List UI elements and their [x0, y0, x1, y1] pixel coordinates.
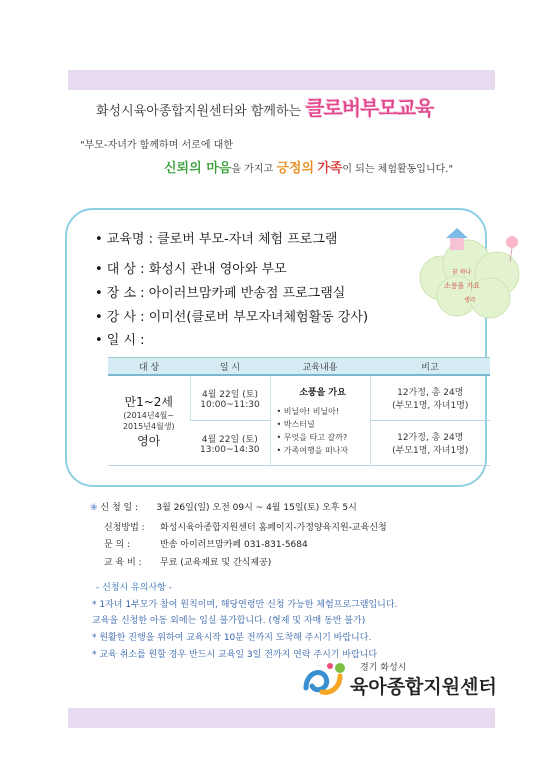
- center-logo: [300, 658, 500, 702]
- session-2-time: 13:00~14:30: [200, 444, 260, 455]
- top-decor-band: [68, 70, 495, 90]
- table-row: [108, 375, 490, 421]
- apply-method-value: 화성시육아종합지원센터 홈페이지-가정양육지원-교육신청: [160, 523, 387, 533]
- header-note: 비고: [370, 358, 490, 376]
- apply-period-value: 3월 26일(일) 오전 09시 ~ 4월 15일(토) 오후 5시: [156, 503, 357, 513]
- session-2-date: 4월 22일 (토): [201, 434, 258, 445]
- target-range-1: (2014년4월~: [123, 410, 175, 420]
- apply-period-label: 신 청 일 :: [100, 503, 139, 513]
- caution-item: 교육을 신청한 아동 외에는 입실 불가합니다. (형제 및 자매 동반 불가): [92, 616, 366, 626]
- content-title: 소풍을 가요: [299, 388, 346, 398]
- header-content: 교육내용: [270, 358, 370, 376]
- program-date-label: • 일 시 :: [95, 333, 145, 348]
- quote-line-1: "부모-자녀가 함께하며 서로에 대한: [80, 140, 233, 151]
- star-icon: ❀: [90, 503, 98, 513]
- apply-fee: [104, 555, 271, 568]
- page-title: [96, 92, 433, 121]
- apply-contact-value: 반송 아이러브맘카페 031-831-5684: [160, 540, 308, 550]
- program-place: • 장 소 : 아이러브맘카페 반송점 프로그램실: [95, 286, 346, 301]
- session-1-datetime: [190, 375, 270, 421]
- content-item: • 비닐아! 비닐아!: [276, 407, 340, 416]
- session-2-capacity: 12가정, 총 24명: [397, 433, 464, 443]
- session-1-date: 4월 22일 (토): [201, 389, 258, 400]
- session-1-time: 10:00~11:30: [200, 399, 260, 410]
- quote-text-1: 을 가지고: [231, 164, 277, 175]
- content-item: • 무엇을 타고 갈까?: [276, 433, 348, 442]
- quote-highlight-positive: 긍정의: [276, 161, 315, 176]
- table-header-row: [108, 358, 490, 376]
- apply-contact: [104, 537, 308, 550]
- header-target: 대 상: [108, 358, 190, 376]
- quote-highlight-family: 가족: [317, 161, 343, 176]
- target-age: 만1~2세: [124, 394, 173, 409]
- content-cell: [270, 375, 370, 466]
- caution-item: * 원활한 진행을 위하여 교육시작 10분 전까지 도착해 주시기 바랍니다.: [92, 633, 372, 643]
- program-name: • 교육명 : 클로버 부모-자녀 체험 프로그램: [95, 232, 338, 247]
- session-1-capacity: 12가정, 총 24명: [397, 388, 464, 398]
- caution-title: - 신청시 유의사항 -: [96, 583, 172, 593]
- cloud-text-2: 소풍을 가요: [444, 282, 481, 290]
- logo-name: 육아종합지원센터: [350, 676, 497, 698]
- target-range-2: 2015년4월생): [122, 421, 175, 431]
- apply-period: [90, 500, 357, 513]
- apply-fee-value: 무료 (교육재료 및 간식제공): [160, 558, 272, 568]
- caution-item: * 1자녀 1부모가 참여 원칙이며, 해당연령만 신청 가능한 체험프로그램입니다.: [92, 600, 398, 610]
- apply-fee-label: 교 육 비 :: [104, 558, 142, 568]
- content-item: • 가족여행을 떠나자: [276, 446, 349, 455]
- bottom-decor-band: [68, 708, 495, 728]
- session-2-datetime: [190, 421, 270, 466]
- schedule-table: [108, 357, 490, 466]
- quote-text-2: 이 되는 체험활동입니다.": [342, 164, 454, 175]
- session-1-note: [370, 375, 490, 421]
- session-1-composition: (부모1명, 자녀1명): [392, 401, 469, 411]
- cloud-text-1: 꿈 하나: [452, 269, 472, 276]
- apply-method-label: 신청방법 :: [104, 523, 145, 533]
- target-group: 영아: [137, 433, 161, 448]
- apply-contact-label: 문 의 :: [104, 540, 131, 550]
- logo-mark-icon: [300, 658, 348, 700]
- balloon-icon: [506, 236, 518, 248]
- session-2-note: [370, 421, 490, 466]
- title-prefix: 화성시육아종합지원센터와 함께하는: [96, 104, 302, 119]
- program-teacher: • 강 사 : 이미선(클로버 부모자녀체험활동 강사): [95, 310, 369, 325]
- caution-item: * 교육 취소를 원할 경우 반드시 교육일 3일 전까지 연락 주시기 바랍니다: [92, 650, 378, 660]
- logo-region: 경기 화성시: [360, 663, 407, 673]
- cloud-illustration: [412, 226, 530, 326]
- title-fancy: 클로버부모교육: [305, 96, 434, 120]
- session-2-composition: (부모1명, 자녀1명): [392, 446, 469, 456]
- quote-highlight-trust: 신뢰의 마음: [164, 161, 232, 176]
- target-cell: [108, 375, 190, 466]
- quote-line-2: [164, 157, 453, 176]
- content-item: • 박스터널: [276, 420, 315, 429]
- apply-method: [104, 520, 387, 533]
- cloud-text-3: 생각: [464, 297, 476, 304]
- program-target: • 대 상 : 화성시 관내 영아와 부모: [95, 262, 287, 277]
- header-datetime: 일 시: [190, 358, 270, 376]
